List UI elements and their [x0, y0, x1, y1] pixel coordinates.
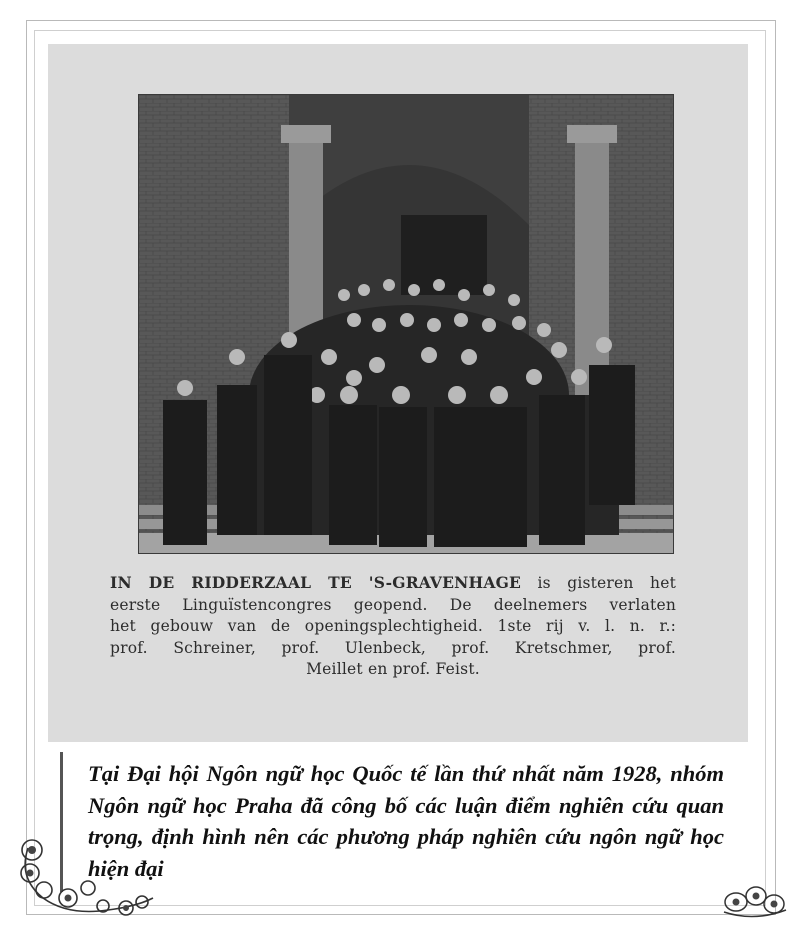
- newspaper-caption-line: [110, 595, 676, 617]
- caption-text: Meillet en prof. Feist.: [306, 660, 480, 678]
- floral-ornament-icon: [8, 828, 158, 928]
- group-photo: [138, 94, 674, 554]
- caption-lead: IN DE RIDDERZAAL TE 'S-GRAVENHAGE: [110, 573, 522, 592]
- newspaper-caption-line: [110, 616, 676, 638]
- newspaper-caption-line: [110, 659, 676, 681]
- vietnamese-caption: Tại Đại hội Ngôn ngữ học Quốc tế lần thứ nhất năm 1928, nhóm Ngôn ngữ học Praha đã công bố các luận điểm nghiên cứu quan trọng, định hình nên các phương pháp nghiên cứu ngôn ngữ học hiện đại: [88, 761, 724, 881]
- newspaper-caption-line: [110, 572, 676, 595]
- floral-ornament-icon: [718, 878, 790, 922]
- caption-text: het gebouw van de openingsplechtigheid. 1ste rij v. l. n. r.:: [110, 617, 676, 635]
- caption-text: eerste Linguïstencongres geopend. De deelnemers verlaten: [110, 595, 676, 614]
- caption-text: prof. Schreiner, prof. Ulenbeck, prof. Kretschmer, prof.: [110, 638, 676, 657]
- newspaper-caption: [110, 572, 676, 681]
- caption-text: is gisteren het: [521, 574, 677, 592]
- newspaper-caption-line: [110, 638, 676, 660]
- group-photo-icon: [139, 95, 674, 554]
